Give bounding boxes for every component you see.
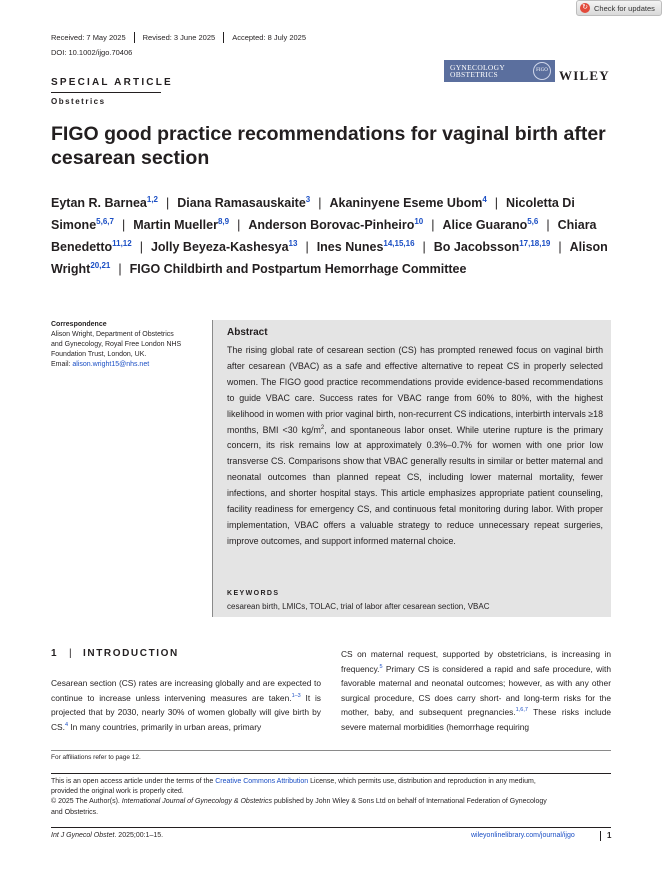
- accepted-date: Accepted: 8 July 2025: [223, 32, 314, 43]
- footer-citation: [51, 832, 163, 839]
- journal-logo-line2: OBSTETRICS: [450, 70, 499, 79]
- footnote-rule: [51, 750, 611, 751]
- author-separator: |: [558, 240, 562, 254]
- intro-left-column: [51, 676, 321, 734]
- author-name: Eytan R. Barnea: [51, 196, 147, 210]
- affiliation-link[interactable]: 10: [414, 217, 424, 226]
- license-text: License, which permits use, distribution and reproduction in any medium,: [308, 778, 536, 785]
- correspondence: [51, 320, 201, 370]
- license-line: provided the original work is properly cited.: [51, 788, 184, 796]
- article-type: SPECIAL ARTICLE: [51, 77, 173, 88]
- journal-name: International Journal of Gynecology & Obstetrics: [121, 798, 272, 806]
- copyright-line: [51, 797, 611, 807]
- publisher-logo: WILEY: [559, 68, 610, 83]
- copyright-text: published by John Wiley & Sons Ltd on behalf of International Federation of Gynecology: [272, 798, 547, 806]
- superscript: 2: [320, 424, 325, 431]
- section-label: Obstetrics: [51, 97, 106, 106]
- author-separator: |: [431, 218, 435, 232]
- author-name: FIGO Childbirth and Postpartum Hemorrhage Committee: [129, 262, 467, 276]
- article-type-rule: [51, 92, 161, 93]
- author-separator: |: [494, 196, 499, 210]
- body-text: In many countries, primarily in urban areas, primary: [68, 721, 262, 732]
- revised-date: Revised: 3 June 2025: [134, 32, 224, 43]
- license-text: This is an open access article under the terms of the: [51, 778, 216, 785]
- affiliation-link[interactable]: 14,15,16: [383, 239, 415, 248]
- license-line: [51, 777, 611, 787]
- intro-right-column: [341, 647, 611, 735]
- affiliation-link[interactable]: 3: [305, 195, 311, 204]
- author-separator: |: [118, 262, 122, 276]
- license-block: [51, 777, 611, 818]
- affiliation-link[interactable]: 5,6,7: [96, 217, 114, 226]
- figo-seal-icon: FIGO: [533, 62, 551, 80]
- footer-rule: [51, 827, 611, 828]
- author-name: Alice Guarano: [442, 218, 528, 232]
- author-name: Jolly Beyeza-Kashesya: [150, 240, 289, 254]
- received-date: Received: 7 May 2025: [51, 33, 126, 42]
- copyright-text: © 2025 The Author(s).: [51, 798, 122, 806]
- author-name: Akaninyene Eseme Ubom: [329, 196, 483, 210]
- correspondence-line: and Gynecology, Royal Free London NHS: [51, 341, 182, 348]
- affiliation-link[interactable]: 4: [482, 195, 487, 204]
- email-link[interactable]: alison.wright15@nhs.net: [72, 361, 150, 368]
- article-title: FIGO good practice recommendations for vaginal birth after cesarean section: [51, 123, 606, 169]
- author-name: Nicoletta Di Simone: [51, 196, 575, 232]
- body-text: It is projected that by 2030, nearly 30% of women globally will give birth by CS.: [51, 692, 321, 732]
- affiliation-link[interactable]: 11,12: [112, 239, 132, 248]
- correspondence-heading: Correspondence: [51, 321, 107, 328]
- author-separator: |: [139, 240, 143, 254]
- keywords-heading: KEYWORDS: [227, 590, 280, 597]
- license-rule: [51, 773, 611, 774]
- footnote: For affiliations refer to page 12.: [51, 754, 141, 761]
- correspondence-email-line: [51, 360, 201, 370]
- affiliation-link[interactable]: 17,18,19: [519, 239, 551, 248]
- reference-link[interactable]: 1–3: [291, 692, 301, 699]
- body-text: CS on maternal request, supported by obstetricians, is increasing in frequency.: [341, 649, 611, 674]
- affiliation-link[interactable]: 20,21: [90, 261, 111, 270]
- affiliation-link[interactable]: 13: [288, 239, 298, 248]
- body-text: These risks include severe maternal morbidities (hemorrhage requiring: [341, 707, 612, 732]
- affiliation-link[interactable]: 8,9: [217, 217, 230, 226]
- journal-abbrev: Int J Gynecol Obstet: [51, 832, 115, 839]
- author-separator: |: [237, 218, 241, 232]
- abstract-heading: Abstract: [227, 327, 268, 338]
- cc-license-link[interactable]: Creative Commons Attribution: [215, 778, 309, 785]
- section-divider: |: [69, 648, 74, 659]
- author-name: Martin Mueller: [133, 218, 218, 232]
- copyright-line: and Obstetrics.: [51, 808, 99, 816]
- section-number: 1: [51, 648, 59, 659]
- affiliation-link[interactable]: 5,6: [527, 217, 539, 226]
- check-for-updates-label: Check for updates: [594, 3, 655, 13]
- page-number: 1: [600, 831, 611, 841]
- abstract-text-part: The rising global rate of cesarean section (CS) has prompted renewed focus on vaginal birth after cesarean (VBAC) as a safe and effective alternative to repeat CS in properly selected women. The FIGO good practice recommendations provide evidence-based recommendations to guide VBAC care. Success rates for VBAC range from 60% to 80%, with the highest likelihood in women with prior vaginal birth, non-recurrent CS indications, interbirth intervals ≥18 months, BMI <30 kg/m: [227, 345, 603, 435]
- author-separator: |: [305, 240, 309, 254]
- citation-text: . 2025;00:1–15.: [114, 832, 164, 839]
- author-separator: |: [318, 196, 322, 210]
- author-name: Chiara Benedetto: [51, 218, 597, 254]
- journal-logo-line1: GYNECOLOGY: [450, 63, 506, 72]
- author-separator: |: [546, 218, 550, 232]
- intro-heading: [51, 648, 179, 659]
- journal-url-link[interactable]: wileyonlinelibrary.com/journal/ijgo: [471, 832, 575, 839]
- author-separator: |: [422, 240, 426, 254]
- author-name: Anderson Borovac-Pinheiro: [248, 218, 415, 232]
- keywords: cesarean birth, LMICs, TOLAC, trial of labor after cesarean section, VBAC: [227, 602, 490, 611]
- body-text: Cesarean section (CS) rates are increasing globally and are expected to continue to increase unless intervening measures are taken.: [51, 678, 321, 703]
- email-label: Email:: [51, 361, 73, 368]
- affiliation-link[interactable]: 1,2: [146, 195, 158, 204]
- doi: DOI: 10.1002/ijgo.70406: [51, 48, 133, 57]
- refresh-icon: ↻: [580, 3, 590, 13]
- check-for-updates-button[interactable]: [576, 0, 662, 16]
- abstract-text: [227, 343, 603, 550]
- body-text: Primary CS is considered a rapid and safe procedure, with favorable maternal and neonatal outcomes; however, as with any other surgical procedure, CS does carry short- and long-term risks for the mother, baby, and subsequent pregnancies.: [341, 663, 611, 718]
- author-name: Diana Ramasauskaite: [177, 196, 306, 210]
- author-name: Ines Nunes: [316, 240, 384, 254]
- author-name: Bo Jacobsson: [433, 240, 520, 254]
- abstract-text-part: , and spontaneous labor onset. While uterine rupture is the primary concern, its risk remains low at approximately 0.3%–0.7% for women with one prior low transverse CS. Comparisons show that VBAC generally results in similar or better maternal and neonatal outcomes than planned repeat CS, including lower maternal mortality, fewer infections, and shorter hospital stays. This article emphasizes appropriate patient counseling, facility readiness for emergency CS, and continuous fetal monitoring during labor. With proper implementation, VBAC offers a valuable strategy to reduce unnecessary repeat surgeries, improve outcomes, and support informed maternal choice.: [227, 424, 603, 546]
- author-separator: |: [121, 218, 126, 232]
- correspondence-line: Foundation Trust, London, UK.: [51, 351, 147, 358]
- journal-logo: [444, 60, 555, 82]
- reference-link[interactable]: 1,6,7: [515, 707, 528, 714]
- section-title: INTRODUCTION: [83, 648, 179, 659]
- reference-link[interactable]: 4: [64, 721, 69, 728]
- article-dates: [51, 32, 314, 43]
- author-name: Alison Wright: [51, 240, 608, 276]
- reference-link[interactable]: 5: [379, 663, 383, 670]
- author-list: [51, 192, 621, 280]
- correspondence-line: Alison Wright, Department of Obstetrics: [51, 331, 174, 338]
- author-separator: |: [166, 196, 170, 210]
